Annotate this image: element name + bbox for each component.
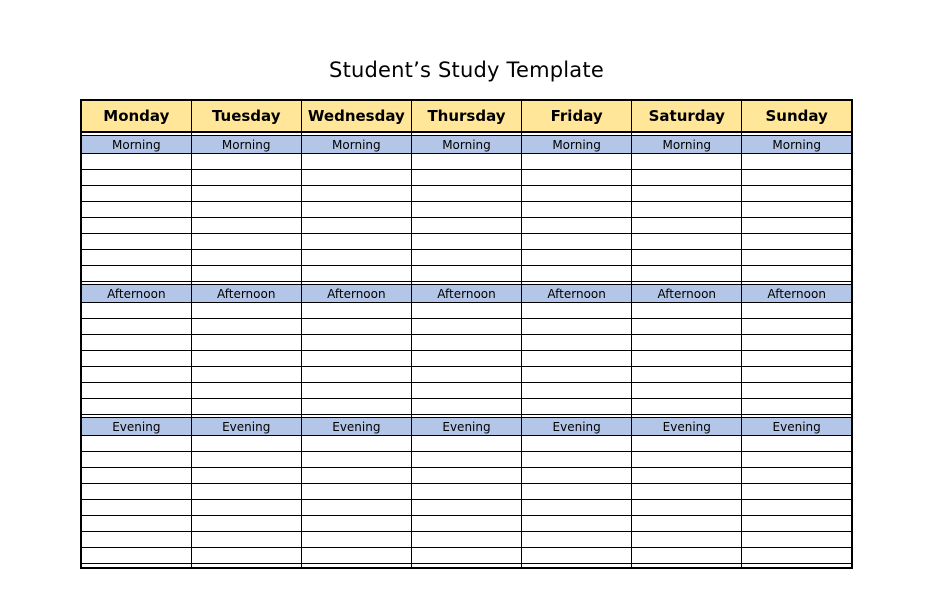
day-header-monday: Monday: [81, 100, 191, 132]
section-cell-afternoon: Afternoon: [411, 285, 521, 303]
schedule-cell[interactable]: [522, 399, 632, 415]
schedule-cell[interactable]: [191, 500, 301, 516]
schedule-cell[interactable]: [411, 548, 521, 564]
schedule-cell[interactable]: [742, 186, 852, 202]
schedule-cell[interactable]: [522, 436, 632, 452]
schedule-cell[interactable]: [81, 532, 191, 548]
schedule-cell[interactable]: [742, 154, 852, 170]
day-header-tuesday: Tuesday: [191, 100, 301, 132]
schedule-cell[interactable]: [411, 383, 521, 399]
schedule-cell[interactable]: [742, 532, 852, 548]
schedule-cell[interactable]: [411, 500, 521, 516]
schedule-cell[interactable]: [81, 234, 191, 250]
schedule-cell[interactable]: [411, 532, 521, 548]
schedule-cell[interactable]: [411, 452, 521, 468]
spacer-cell: [742, 564, 852, 568]
schedule-cell[interactable]: [411, 186, 521, 202]
schedule-cell[interactable]: [411, 367, 521, 383]
schedule-cell[interactable]: [522, 367, 632, 383]
schedule-cell[interactable]: [522, 303, 632, 319]
schedule-cell[interactable]: [81, 186, 191, 202]
schedule-cell[interactable]: [742, 383, 852, 399]
schedule-cell[interactable]: [522, 186, 632, 202]
schedule-cell[interactable]: [522, 383, 632, 399]
schedule-cell[interactable]: [522, 548, 632, 564]
section-cell-evening: Evening: [632, 418, 742, 436]
schedule-row: [81, 319, 852, 335]
schedule-cell[interactable]: [191, 548, 301, 564]
schedule-cell[interactable]: [81, 303, 191, 319]
schedule-cell[interactable]: [742, 266, 852, 282]
schedule-cell[interactable]: [632, 319, 742, 335]
day-header-saturday: Saturday: [632, 100, 742, 132]
schedule-row: [81, 202, 852, 218]
study-table: [80, 99, 853, 569]
schedule-cell[interactable]: [522, 319, 632, 335]
schedule-cell[interactable]: [742, 516, 852, 532]
spacer-cell: [81, 564, 191, 568]
schedule-cell[interactable]: [411, 516, 521, 532]
schedule-row: [81, 436, 852, 452]
section-cell-afternoon: Afternoon: [522, 285, 632, 303]
schedule-cell[interactable]: [632, 170, 742, 186]
section-cell-morning: Morning: [522, 136, 632, 154]
schedule-cell[interactable]: [191, 532, 301, 548]
schedule-cell[interactable]: [191, 516, 301, 532]
schedule-cell[interactable]: [632, 436, 742, 452]
schedule-cell[interactable]: [81, 202, 191, 218]
schedule-cell[interactable]: [742, 234, 852, 250]
day-header-thursday: Thursday: [411, 100, 521, 132]
schedule-cell[interactable]: [301, 266, 411, 282]
schedule-cell[interactable]: [522, 351, 632, 367]
schedule-cell[interactable]: [632, 218, 742, 234]
section-cell-evening: Evening: [191, 418, 301, 436]
schedule-row: [81, 383, 852, 399]
schedule-row: [81, 170, 852, 186]
schedule-cell[interactable]: [411, 335, 521, 351]
section-cell-afternoon: Afternoon: [191, 285, 301, 303]
schedule-cell[interactable]: [632, 484, 742, 500]
schedule-cell[interactable]: [632, 202, 742, 218]
schedule-cell[interactable]: [191, 484, 301, 500]
schedule-cell[interactable]: [301, 218, 411, 234]
schedule-cell[interactable]: [742, 335, 852, 351]
schedule-cell[interactable]: [742, 367, 852, 383]
schedule-cell[interactable]: [191, 170, 301, 186]
schedule-cell[interactable]: [191, 250, 301, 266]
schedule-cell[interactable]: [191, 335, 301, 351]
schedule-cell[interactable]: [81, 170, 191, 186]
section-cell-morning: Morning: [742, 136, 852, 154]
schedule-cell[interactable]: [632, 303, 742, 319]
schedule-cell[interactable]: [742, 548, 852, 564]
schedule-cell[interactable]: [522, 516, 632, 532]
schedule-cell[interactable]: [81, 154, 191, 170]
spacer-cell: [411, 564, 521, 568]
schedule-cell[interactable]: [632, 532, 742, 548]
section-cell-afternoon: Afternoon: [301, 285, 411, 303]
schedule-cell[interactable]: [81, 319, 191, 335]
schedule-cell[interactable]: [191, 367, 301, 383]
schedule-cell[interactable]: [742, 399, 852, 415]
schedule-row: [81, 548, 852, 564]
schedule-cell[interactable]: [301, 532, 411, 548]
section-cell-evening: Evening: [411, 418, 521, 436]
schedule-row: [81, 351, 852, 367]
schedule-cell[interactable]: [191, 218, 301, 234]
page-title: Student’s Study Template: [329, 58, 604, 82]
schedule-cell[interactable]: [632, 452, 742, 468]
schedule-cell[interactable]: [81, 250, 191, 266]
schedule-cell[interactable]: [301, 234, 411, 250]
day-header-sunday: Sunday: [742, 100, 852, 132]
schedule-cell[interactable]: [522, 202, 632, 218]
section-cell-afternoon: Afternoon: [632, 285, 742, 303]
schedule-cell[interactable]: [411, 351, 521, 367]
section-cell-morning: Morning: [632, 136, 742, 154]
schedule-cell[interactable]: [301, 399, 411, 415]
schedule-cell[interactable]: [632, 399, 742, 415]
section-cell-morning: Morning: [81, 136, 191, 154]
spacer-row: [81, 564, 852, 568]
schedule-row: [81, 335, 852, 351]
schedule-cell[interactable]: [742, 500, 852, 516]
schedule-cell[interactable]: [632, 516, 742, 532]
schedule-cell[interactable]: [411, 266, 521, 282]
schedule-cell[interactable]: [411, 468, 521, 484]
schedule-cell[interactable]: [191, 154, 301, 170]
schedule-cell[interactable]: [742, 250, 852, 266]
section-cell-evening: Evening: [301, 418, 411, 436]
schedule-cell[interactable]: [191, 202, 301, 218]
schedule-cell[interactable]: [301, 452, 411, 468]
schedule-row: [81, 500, 852, 516]
schedule-cell[interactable]: [81, 399, 191, 415]
schedule-cell[interactable]: [191, 186, 301, 202]
schedule-cell[interactable]: [632, 250, 742, 266]
schedule-cell[interactable]: [742, 468, 852, 484]
schedule-cell[interactable]: [301, 335, 411, 351]
schedule-cell[interactable]: [301, 516, 411, 532]
spacer-cell: [632, 564, 742, 568]
section-cell-afternoon: Afternoon: [742, 285, 852, 303]
schedule-cell[interactable]: [742, 303, 852, 319]
section-band-row: [81, 418, 852, 436]
schedule-cell[interactable]: [742, 202, 852, 218]
schedule-row: [81, 186, 852, 202]
section-cell-evening: Evening: [522, 418, 632, 436]
schedule-cell[interactable]: [81, 548, 191, 564]
schedule-cell[interactable]: [301, 186, 411, 202]
schedule-cell[interactable]: [81, 383, 191, 399]
day-header-wednesday: Wednesday: [301, 100, 411, 132]
schedule-cell[interactable]: [632, 154, 742, 170]
schedule-cell[interactable]: [191, 436, 301, 452]
schedule-cell[interactable]: [301, 250, 411, 266]
section-cell-morning: Morning: [301, 136, 411, 154]
schedule-cell[interactable]: [81, 367, 191, 383]
schedule-cell[interactable]: [522, 452, 632, 468]
spacer-cell: [191, 564, 301, 568]
schedule-cell[interactable]: [411, 250, 521, 266]
spacer-cell: [301, 564, 411, 568]
document-page: [0, 58, 946, 614]
schedule-row: [81, 218, 852, 234]
schedule-cell[interactable]: [191, 266, 301, 282]
schedule-cell[interactable]: [301, 383, 411, 399]
schedule-cell[interactable]: [411, 319, 521, 335]
schedule-cell[interactable]: [411, 202, 521, 218]
schedule-cell[interactable]: [191, 234, 301, 250]
section-cell-evening: Evening: [742, 418, 852, 436]
schedule-cell[interactable]: [522, 335, 632, 351]
schedule-cell[interactable]: [522, 154, 632, 170]
schedule-row: [81, 468, 852, 484]
schedule-cell[interactable]: [301, 202, 411, 218]
section-cell-morning: Morning: [411, 136, 521, 154]
schedule-cell[interactable]: [742, 351, 852, 367]
section-band-row: [81, 136, 852, 154]
schedule-cell[interactable]: [522, 250, 632, 266]
schedule-cell[interactable]: [632, 468, 742, 484]
section-cell-afternoon: Afternoon: [81, 285, 191, 303]
schedule-cell[interactable]: [411, 218, 521, 234]
schedule-cell[interactable]: [632, 367, 742, 383]
schedule-cell[interactable]: [81, 516, 191, 532]
schedule-cell[interactable]: [742, 452, 852, 468]
schedule-row: [81, 452, 852, 468]
schedule-cell[interactable]: [632, 186, 742, 202]
schedule-row: [81, 266, 852, 282]
section-cell-morning: Morning: [191, 136, 301, 154]
schedule-cell[interactable]: [81, 484, 191, 500]
schedule-cell[interactable]: [301, 303, 411, 319]
schedule-cell[interactable]: [522, 218, 632, 234]
schedule-cell[interactable]: [301, 548, 411, 564]
schedule-cell[interactable]: [81, 351, 191, 367]
schedule-cell[interactable]: [81, 335, 191, 351]
schedule-row: [81, 234, 852, 250]
schedule-cell[interactable]: [81, 436, 191, 452]
schedule-cell[interactable]: [301, 500, 411, 516]
schedule-cell[interactable]: [81, 500, 191, 516]
schedule-cell[interactable]: [742, 484, 852, 500]
schedule-cell[interactable]: [632, 335, 742, 351]
schedule-cell[interactable]: [81, 218, 191, 234]
schedule-cell[interactable]: [742, 170, 852, 186]
schedule-cell[interactable]: [191, 351, 301, 367]
schedule-row: [81, 484, 852, 500]
schedule-cell[interactable]: [301, 484, 411, 500]
schedule-cell[interactable]: [411, 484, 521, 500]
schedule-cell[interactable]: [522, 234, 632, 250]
day-header-row: [81, 100, 852, 132]
schedule-cell[interactable]: [81, 452, 191, 468]
schedule-cell[interactable]: [522, 468, 632, 484]
day-header-friday: Friday: [522, 100, 632, 132]
section-band-row: [81, 285, 852, 303]
schedule-cell[interactable]: [191, 452, 301, 468]
schedule-cell[interactable]: [742, 218, 852, 234]
schedule-row: [81, 532, 852, 548]
schedule-row: [81, 303, 852, 319]
schedule-cell[interactable]: [411, 303, 521, 319]
schedule-cell[interactable]: [522, 266, 632, 282]
section-cell-evening: Evening: [81, 418, 191, 436]
schedule-cell[interactable]: [301, 367, 411, 383]
schedule-cell[interactable]: [191, 303, 301, 319]
schedule-cell[interactable]: [742, 319, 852, 335]
schedule-row: [81, 154, 852, 170]
schedule-cell[interactable]: [191, 319, 301, 335]
schedule-row: [81, 399, 852, 415]
schedule-cell[interactable]: [632, 500, 742, 516]
schedule-cell[interactable]: [522, 500, 632, 516]
schedule-cell[interactable]: [742, 436, 852, 452]
schedule-row: [81, 516, 852, 532]
schedule-cell[interactable]: [191, 399, 301, 415]
schedule-cell[interactable]: [301, 351, 411, 367]
schedule-cell[interactable]: [81, 468, 191, 484]
spacer-cell: [522, 564, 632, 568]
schedule-row: [81, 367, 852, 383]
schedule-cell[interactable]: [411, 399, 521, 415]
schedule-cell[interactable]: [632, 383, 742, 399]
schedule-cell[interactable]: [81, 266, 191, 282]
schedule-cell[interactable]: [632, 266, 742, 282]
schedule-cell[interactable]: [301, 319, 411, 335]
schedule-cell[interactable]: [522, 484, 632, 500]
schedule-cell[interactable]: [632, 234, 742, 250]
schedule-cell[interactable]: [411, 436, 521, 452]
schedule-cell[interactable]: [301, 436, 411, 452]
schedule-cell[interactable]: [632, 351, 742, 367]
schedule-cell[interactable]: [632, 548, 742, 564]
schedule-row: [81, 250, 852, 266]
schedule-cell[interactable]: [522, 532, 632, 548]
schedule-cell[interactable]: [301, 468, 411, 484]
schedule-cell[interactable]: [191, 468, 301, 484]
schedule-cell[interactable]: [522, 170, 632, 186]
schedule-cell[interactable]: [411, 170, 521, 186]
schedule-cell[interactable]: [411, 234, 521, 250]
schedule-cell[interactable]: [191, 383, 301, 399]
schedule-cell[interactable]: [301, 154, 411, 170]
schedule-cell[interactable]: [411, 154, 521, 170]
schedule-cell[interactable]: [301, 170, 411, 186]
